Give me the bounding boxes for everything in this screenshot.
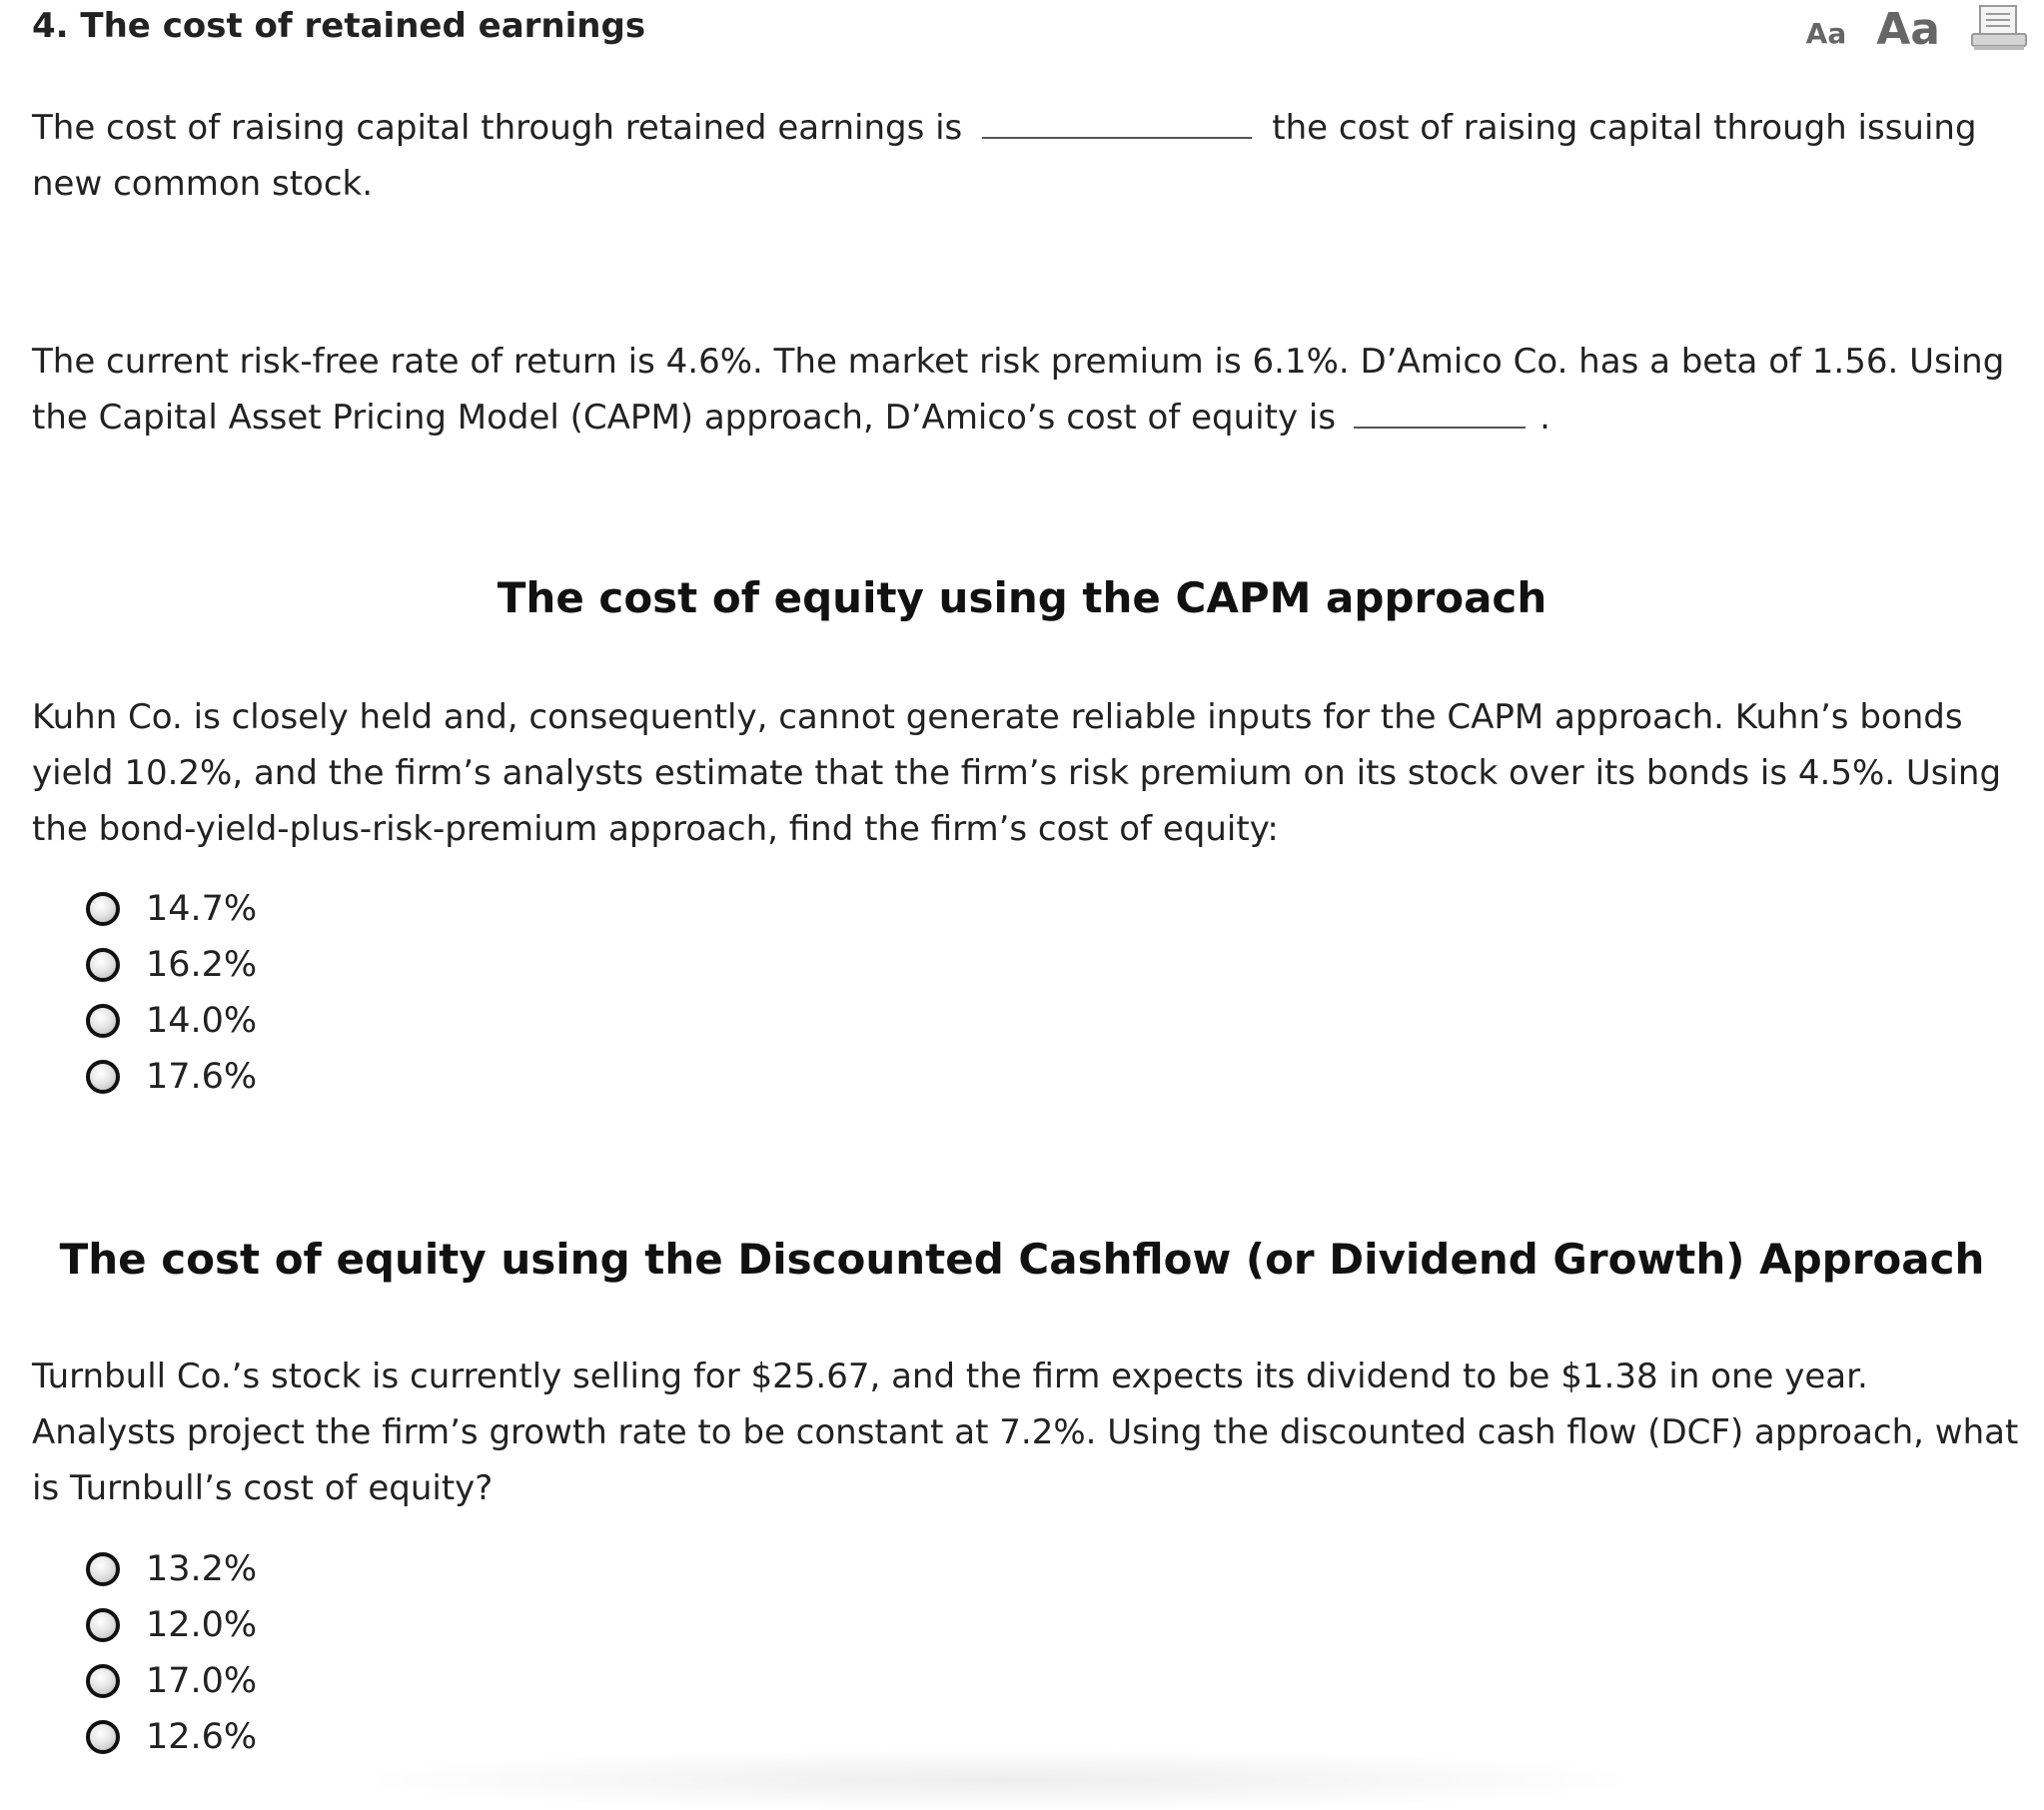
comparison-dropdown[interactable] bbox=[982, 107, 1252, 139]
option-label: 13.2% bbox=[146, 1549, 258, 1589]
statement-text-before: The cost of raising capital through retained earnings is bbox=[32, 108, 963, 148]
radio-button[interactable] bbox=[86, 1060, 120, 1094]
kuhn-option[interactable] bbox=[86, 881, 257, 937]
option-label: 16.2% bbox=[146, 945, 258, 985]
turnbull-option[interactable] bbox=[86, 1541, 257, 1597]
statement-text-after: the cost of raising capital through issuing new common stock. bbox=[32, 108, 1977, 204]
dcf-section-heading: The cost of equity using the Discounted Cashflow (or Dividend Growth) Approach bbox=[59, 1235, 1985, 1284]
radio-button[interactable] bbox=[86, 1004, 120, 1038]
option-label: 17.6% bbox=[146, 1057, 258, 1097]
capm-text-after: . bbox=[1539, 398, 1550, 438]
radio-button[interactable] bbox=[86, 948, 120, 982]
turnbull-question: Turnbull Co.’s stock is currently selling for $25.67, and the firm expects its dividend to be $1.38 in one year. Analysts project the firm’s growth rate to be constant at 7.2%. Using the discounted cash flow (DCF) approach, what is Turnbull’s cost of equity? bbox=[32, 1357, 2019, 1508]
option-label: 14.7% bbox=[146, 889, 258, 929]
turnbull-option[interactable] bbox=[86, 1597, 257, 1653]
option-label: 17.0% bbox=[146, 1661, 258, 1701]
option-label: 14.0% bbox=[146, 1001, 258, 1041]
radio-button[interactable] bbox=[86, 892, 120, 926]
kuhn-option[interactable] bbox=[86, 993, 257, 1049]
increase-font-button[interactable]: Aa bbox=[1876, 4, 1940, 55]
option-label: 12.6% bbox=[146, 1717, 258, 1757]
kuhn-option[interactable] bbox=[86, 937, 257, 993]
radio-button[interactable] bbox=[86, 1608, 120, 1642]
kuhn-option[interactable] bbox=[86, 1049, 257, 1105]
radio-button[interactable] bbox=[86, 1720, 120, 1754]
option-label: 12.0% bbox=[146, 1605, 258, 1645]
capm-cost-dropdown[interactable] bbox=[1354, 397, 1526, 429]
capm-section-heading: The cost of equity using the CAPM approach bbox=[497, 573, 1547, 622]
print-icon[interactable] bbox=[1970, 4, 2028, 52]
kuhn-question: Kuhn Co. is closely held and, consequently, cannot generate reliable inputs for the CAPM approach. Kuhn’s bonds yield 10.2%, and the firm’s analysts estimate that the firm’s risk premium on its stock over its bonds is 4.5%. Using the bond-yield-plus-risk-premium approach, find the firm’s cost of equity: bbox=[32, 697, 2002, 849]
toolbar bbox=[1805, 4, 2028, 55]
turnbull-option[interactable] bbox=[86, 1709, 257, 1765]
footer-shadow bbox=[380, 1750, 1618, 1810]
decrease-font-button[interactable]: Aa bbox=[1805, 17, 1847, 50]
radio-button[interactable] bbox=[86, 1552, 120, 1586]
radio-button[interactable] bbox=[86, 1664, 120, 1698]
capm-statement bbox=[32, 334, 2020, 446]
retained-earnings-statement bbox=[32, 100, 2020, 212]
capm-text-before: The current risk-free rate of return is 4.6%. The market risk premium is 6.1%. D’Amico Co. has a beta of 1.56. Using the Capital Asset Pricing Model (CAPM) approach, D’Amico’s cost of equity is bbox=[32, 342, 2005, 438]
question-title: 4. The cost of retained earnings bbox=[32, 6, 646, 46]
turnbull-option[interactable] bbox=[86, 1653, 257, 1709]
turnbull-options bbox=[86, 1541, 257, 1765]
kuhn-options bbox=[86, 881, 257, 1105]
